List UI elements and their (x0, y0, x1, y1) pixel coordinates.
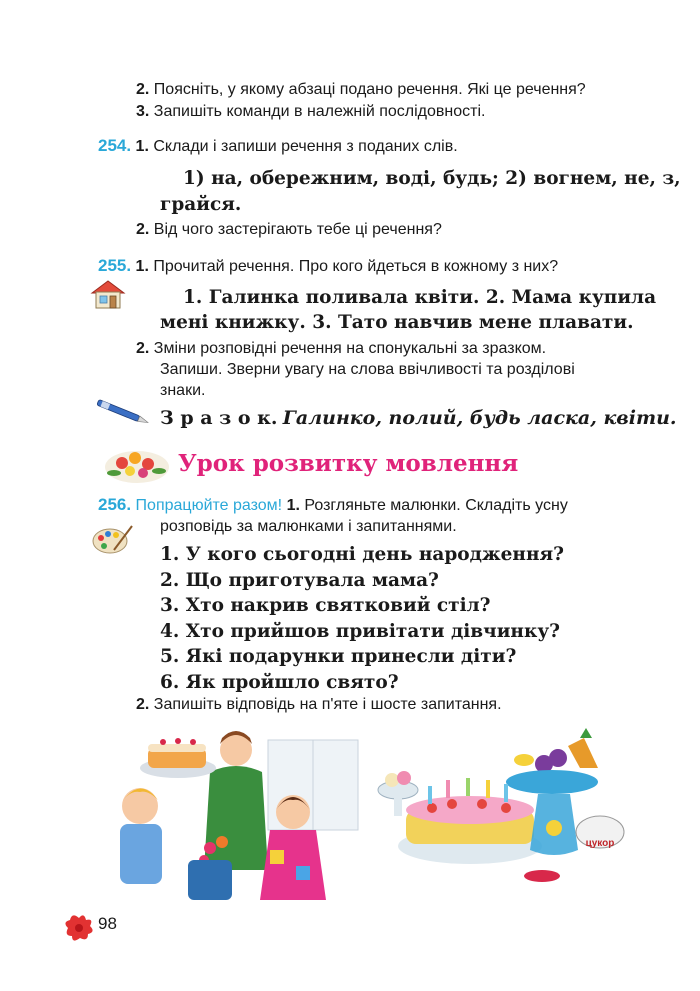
exercise-256-task-1: 256. Попрацюйте разом! 1. Розгляньте малюнки. Складіть усну розповідь за малюнками і запитаннями. (98, 495, 568, 535)
question-item: 6. Як пройшло свято? (160, 671, 399, 693)
exercise-number: 255. (98, 256, 132, 275)
palette-icon (90, 522, 134, 556)
red-flower-icon (62, 912, 96, 946)
sample-line: З р а з о к. Галинко, полий, будь ласка, квіти. (160, 407, 677, 429)
lesson-heading: Урок розвитку мовлення (178, 450, 519, 477)
exercise-255-task-2: 2. Зміни розповідні речення на спонукальні за зразком. Запиши. Зверни увагу на слова ввічливості та розділові знаки. (136, 340, 575, 399)
exercise-255-sentences-line1: 1. Галинка поливала квіти. 2. Мама купила (183, 287, 657, 308)
question-item: 3. Хто накрив святковий стіл? (160, 595, 491, 617)
exercise-255-sentences-line2: мені книжку. 3. Тато навчив мене плавати. (160, 312, 634, 333)
exercise-number: 256. (98, 495, 132, 514)
exercise-number: 254. (98, 136, 132, 155)
home-icon (88, 278, 128, 310)
question-item: 5. Які подарунки принесли діти? (160, 646, 517, 668)
exercise-255-task-1: 255. 1. Прочитай речення. Про кого йдеться в кожному з них? (98, 256, 559, 275)
task-3-top: 3. Запишіть команди в належній послідовності. (136, 103, 486, 120)
question-list (160, 542, 564, 696)
exercise-256-task-2: 2. Запишіть відповідь на п'яте і шосте запитання. (136, 696, 502, 713)
flower-bouquet-icon (102, 443, 172, 487)
birthday-family-illustration (118, 720, 364, 902)
page-number: 98 (98, 914, 117, 933)
festive-table-illustration (372, 728, 630, 890)
exercise-254-task-1: 254. 1. Склади і запиши речення з поданих слів. (98, 136, 458, 155)
sugar-label: цукор (585, 838, 615, 849)
exercise-254-words-line1: 1) на, обережним, воді, будь; 2) вогнем, не, з, (183, 168, 681, 189)
question-item: 4. Хто прийшов привітати дівчинку? (160, 620, 560, 642)
exercise-254-words-line2: грайся. (160, 194, 242, 215)
question-item: 2. Що приготувала мама? (160, 569, 439, 591)
exercise-254-task-2: 2. Від чого застерігають тебе ці речення? (136, 221, 442, 238)
question-item: 1. У кого сьогодні день народження? (160, 544, 565, 565)
together-label: Попрацюйте разом! (135, 497, 283, 514)
task-2-top: 2. Поясніть, у якому абзаці подано речення. Які це речення? (136, 81, 586, 98)
pen-icon (90, 398, 154, 426)
